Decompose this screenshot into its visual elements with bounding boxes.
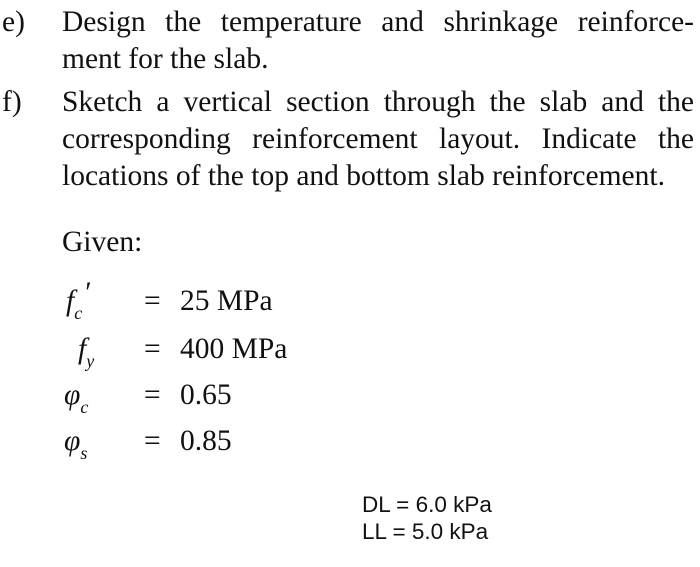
item-f-line-1: Sketch a vertical section through the slab and the xyxy=(62,86,694,118)
item-e xyxy=(0,4,700,78)
item-f-line-2: corresponding reinforcement layout. Indicate the xyxy=(62,123,694,155)
symbol-letter: φ xyxy=(64,425,81,457)
item-e-label: e) xyxy=(2,6,25,38)
symbol-phi-s xyxy=(64,423,87,463)
symbol-letter: f xyxy=(66,285,75,317)
item-e-line-1: Design the temperature and shrinkage reinforce- xyxy=(62,6,694,38)
item-f-text xyxy=(62,84,694,195)
item-e-line-2: ment for the slab. xyxy=(62,43,269,75)
symbol-subscript: c xyxy=(80,397,89,417)
symbol-letter: f xyxy=(78,333,87,365)
equals-sign: = xyxy=(144,333,161,365)
item-f xyxy=(0,84,700,195)
equation-value: 400 MPa xyxy=(180,333,288,365)
loads-block xyxy=(362,491,492,545)
equals-sign: = xyxy=(144,379,161,411)
symbol-phi-c xyxy=(64,377,88,417)
live-load: LL = 5.0 kPa xyxy=(362,519,489,544)
symbol-fy xyxy=(78,331,94,371)
symbol-subscript: s xyxy=(80,443,88,463)
equation-value: 0.65 xyxy=(180,379,232,411)
symbol-subscript: y xyxy=(86,351,95,371)
item-f-label: f) xyxy=(2,86,22,118)
symbol-fc xyxy=(66,277,92,323)
given-heading: Given: xyxy=(62,226,143,258)
equals-sign: = xyxy=(144,285,161,317)
equation-value: 25 MPa xyxy=(180,285,273,317)
item-f-line-3: locations of the top and bottom slab reinforcement. xyxy=(62,160,665,192)
symbol-letter: φ xyxy=(64,379,81,411)
symbol-subscript: c xyxy=(74,303,83,323)
equals-sign: = xyxy=(144,425,161,457)
dead-load: DL = 6.0 kPa xyxy=(362,492,492,517)
equation-value: 0.85 xyxy=(180,425,232,457)
item-e-text xyxy=(62,4,694,78)
prime-mark: ′ xyxy=(85,277,92,309)
